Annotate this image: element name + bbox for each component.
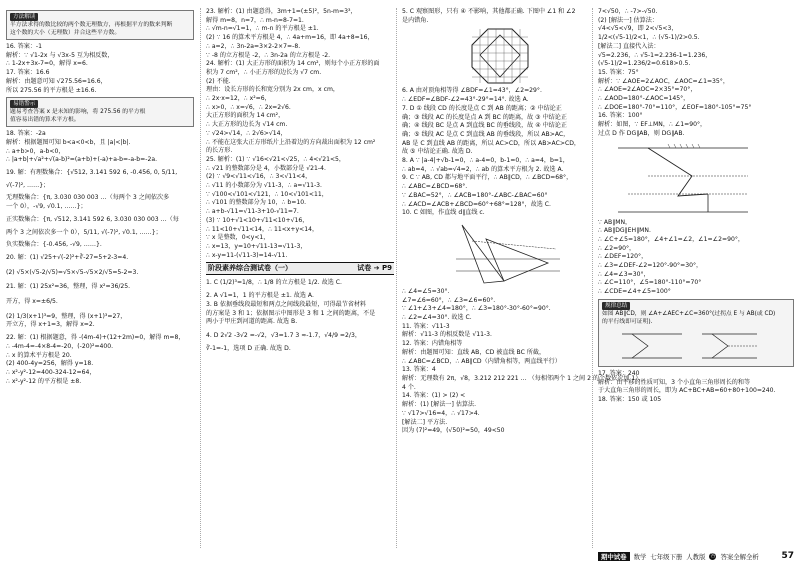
text-line: √5=2.236，∴ √5-1=2.236-1=1.236， xyxy=(598,51,712,59)
text-line: 理由：设长方形的长和宽分别为 2x cm，x cm， xyxy=(206,86,339,94)
text-line: 解析：∵ ∠AOE=2∠AOC，∠AOC=∠1=35°， xyxy=(598,77,729,85)
text-line: 解析：如图，∵ EF⊥MN，∴ ∠1=90°， xyxy=(598,121,707,129)
text-line: 解析：由题意可知 √275.56=16.6， xyxy=(6,77,107,85)
solution-block-a xyxy=(206,8,394,260)
text-line: ∴ √11 的小数部分为 √11-3，∴ a=√11-3. xyxy=(206,182,322,190)
method-note-line: 这个数的大小（无理数）并合这些平方数。 xyxy=(10,30,121,36)
solution-block-a xyxy=(6,43,194,95)
text-line: 因为 (7)²=49，(√50)²=50，49<50 xyxy=(402,427,505,435)
text-line: (2) 400-4y=256，解得 y=18. xyxy=(6,360,94,368)
text-line: 4. D 2√2 -3√2 =-√2，√3=1.7 3 ≈-1.7，√4/9 =2/3， xyxy=(206,331,361,339)
text-line: ∴ x 的算术平方根是 20. xyxy=(6,351,72,359)
rule-note-box xyxy=(598,299,794,367)
column-4 xyxy=(598,8,794,405)
text-line: ∴ |a+b|+√a²+√(a-b)²=(a+b)+(-a)+a-b=-a-b=-2a. xyxy=(6,156,158,164)
method-note-line: 半方法求得的数比较的两个数无理数方，再根据平方的数来判断 xyxy=(10,22,173,28)
footer-brand: 期中试卷 xyxy=(598,552,630,561)
text-line: 开立方，得 x+1=3，解得 x=2. xyxy=(6,321,95,329)
text-line: 17. 答案：240 xyxy=(598,369,640,377)
text-line: 16. 答案：-1 xyxy=(6,43,42,50)
text-line: 12. 答案：内错角相等 xyxy=(402,340,463,348)
method-note-box xyxy=(6,10,194,40)
text-line: 17. 答案：16.6 xyxy=(6,69,50,77)
solution-block-b xyxy=(402,87,590,218)
text-line: ∴ ∠C=110°，∠5=180°-110°=70° xyxy=(598,279,702,287)
page-number: 57 xyxy=(781,551,794,561)
text-line: 7<√50，∴ -7>-√50. xyxy=(598,8,658,15)
text-line: 13. 答案：4 xyxy=(402,366,436,374)
text-line: ∵ -8 的立方根是 -2，∴ 3n-2a 的立方根是 -2. xyxy=(206,51,331,59)
test-title: 阶段素养综合测试卷（一） xyxy=(208,264,292,273)
error-note-line: 题易考查答案 x 是未知的影响，将 275.56 的平方根 xyxy=(10,109,146,116)
text-line: 25. 解析：(1) ∵ √16<√21<√25，∴ 4<√21<5， xyxy=(206,155,346,163)
column-1 xyxy=(6,8,194,386)
text-line: ∴ ∠ABC=∠BCD，∴ AB∥CD（内错角相等，两直线平行） xyxy=(402,357,561,365)
text-line: 两小于甲庄到河道的距离. 故选 B. xyxy=(206,318,298,326)
text-line: (3) ∵ 10+√1<10+√11<10+√16， xyxy=(206,216,309,224)
text-line: 18. 答案：-2a xyxy=(6,130,46,138)
text-line: (2) ∵ 16 的算术平方根是 4，∴ 4a+m=16，即 4a+8=16， xyxy=(206,34,374,42)
text-line: 的长方形. xyxy=(206,147,233,155)
error-note-line: 值容易出错的算术平方根。 xyxy=(10,117,80,124)
answer-key-icon: 答 xyxy=(710,552,716,559)
method-tag: 方法解读 xyxy=(10,13,38,21)
text-line: ∴ 不能在这张大正方形纸片上沿着边的方向裁出面积为 12 cm² xyxy=(206,138,376,146)
text-line: ∴ ∠C+∠5=180°，∠4+∠1=∠2，∠1=∠2=90°， xyxy=(598,235,744,243)
text-line: 开方，得 x=±6/5. xyxy=(6,298,58,306)
text-line: (2) 不能. xyxy=(206,77,231,85)
text-line: (2) ∵ √9<√11<√16，∴ 3<√11<4， xyxy=(206,173,312,181)
text-line: ∵ x 是整数，0<y<1， xyxy=(206,234,270,242)
text-line: 确；⑤ 线段 AC 是点 C 到直线 AB 的垂线段，所以 AB>AC， xyxy=(402,130,570,138)
text-line: 解析：由平移的性质可知，3 个小直角三角形周长的和等 xyxy=(598,378,751,386)
text-line: ∴ ∠ACD=∠ACB+∠BCD=60°+68°=128°，故选 C. xyxy=(402,200,551,208)
text-line: ∛-1=-1，选项 D 正确. 故选 D. xyxy=(206,344,291,352)
text-line: 4 个. xyxy=(402,383,416,391)
octagon-figure xyxy=(470,27,530,85)
text-line: ∴ x²-y²-12=400-324-12=64， xyxy=(6,368,96,376)
text-line: 解析：√11-3 的相反数是 √11-3. xyxy=(402,331,492,339)
text-line: 是内错角. xyxy=(402,16,429,24)
solution-block-b xyxy=(6,130,194,386)
text-line: ∴ ∠ABC=∠BCD=68°. xyxy=(402,183,468,191)
text-line: ∴ ∠AOE=2∠AOC=2×35°=70°， xyxy=(598,86,697,94)
text-line: ∴ ∠2=∠4=30°. 故选 C. xyxy=(402,314,472,322)
text-line: 确；③ 线段 AC 的长度是点 A 到 BC 的距离，故 ③ 中结论正 xyxy=(402,113,567,121)
text-line: 20. 解：(1) √25+√(-2)²+∛-27=5+2-3=4. xyxy=(6,253,129,261)
text-line: 18. 答案：150 或 105 xyxy=(598,395,662,403)
text-line: 无理数集合：{π, 3.030 030 003 …（每两个 3 之间依次多 xyxy=(6,194,170,202)
text-line: ∴ ab=4，∴ √ab=√4=2，∴ ab 的算术平方根为 2. 故选 A. xyxy=(402,165,564,173)
text-line: ∴ 11<10+√11<14，∴ 11<x+y<14， xyxy=(206,225,319,233)
text-line: (√5-1)/2=1.236/2=0.618>0.5. xyxy=(598,60,691,68)
text-line: (2) 1/3(x+1)³=9，整理，得 (x+1)³=27， xyxy=(6,312,127,320)
text-line: 11. 答案：√11-3 xyxy=(402,322,450,330)
text-line: 22. 解：(1) 根据题意，得 -(4m-4)+(12+2m)=0，解得 m=8， xyxy=(6,334,185,342)
text-line: ∴ ∠2=90°， xyxy=(598,244,636,252)
parallel-lines-figure xyxy=(612,328,762,364)
text-line: ∵ √100<√101<√121，∴ 10<√101<11， xyxy=(206,190,328,198)
column-divider xyxy=(396,8,397,548)
column-2 xyxy=(206,8,394,353)
text-line: ∴ ∠3=∠DEF-∠2=120°-90°=30°， xyxy=(598,262,703,270)
text-line: 故 ⑤ 中结论正确. 故选 D. xyxy=(402,148,473,156)
text-line: ∴ 1-2x+3x-7=0，解得 x=6. xyxy=(6,60,88,68)
text-line: 16. 答案：100° xyxy=(598,112,643,120)
text-line: 14. 答案：(1) > (2) < xyxy=(402,392,466,400)
text-line: 9. C ∵ AB, CD 都与地平面平行，∴ AB∥CD，∴ ∠BCD=68°， xyxy=(402,174,573,182)
text-line: 3. B 依据垂线段最短和两点之间线段最短，可得最节省材料 xyxy=(206,300,367,308)
text-line: 负实数集合：{-0.456, -√9, ……}. xyxy=(6,241,102,249)
footer-tag: 答案全解全析 xyxy=(720,552,759,561)
text-line: 8. A ∵ |a-4|+√b-1=0，∴ a-4=0，b-1=0，∴ a=4，b=1， xyxy=(402,157,569,165)
text-line: 2. A √1=1，1 的平方根是 ±1. 故选 A. xyxy=(206,292,314,300)
text-line: √(-7)², ……}； xyxy=(6,181,50,189)
text-line: ∵ AB∥MN， xyxy=(598,218,632,226)
text-line: (2) √5×(√5-2/√5)=√5×√5-√5×2/√5=5-2=3. xyxy=(6,268,139,276)
text-line: ∴ √101 的整数部分为 10，∴ b=10. xyxy=(206,199,307,207)
solution-block-b xyxy=(206,279,394,353)
text-line: ∴ x-y=11-(√11-3)=14-√11. xyxy=(206,251,288,259)
test-section-header xyxy=(206,262,394,275)
text-line: 5. C 观察图形，只有 ④ 不影响，其他都正确. 下图中 ∠1 和 ∠2 xyxy=(402,8,576,15)
text-line: ∵ √24>√14，∴ 2√6>√14， xyxy=(206,129,287,137)
text-line: ∴ AB∥DG∥EH∥MN. xyxy=(598,227,651,235)
text-line: 21. 解：(1) 25x²=36，整理，得 x²=36/25. xyxy=(6,283,131,291)
text-line: ∴ a+b>0，a-b<0， xyxy=(6,147,65,155)
text-line: 一个 0），-√9, √0.1, ……}； xyxy=(6,203,87,211)
text-line: ∴ ∠DOE=180°-70°=110°，∠EOF=180°-105°=75° xyxy=(598,103,752,111)
set-square-figure xyxy=(452,219,562,287)
error-note-box xyxy=(6,97,194,127)
text-line: ∴ ∠4=∠3=30°， xyxy=(598,270,650,278)
text-line: 6. A 由对顶角相等得 ∠BDF=∠1=43°，∠2=29°. xyxy=(402,87,542,95)
text-line: 19. 解：有理数集合：{√512, 3.141 592 6, -0.456, 0, 5/11, xyxy=(6,169,178,177)
text-line: (2) [解法一] 估算法： xyxy=(598,16,658,24)
solution-block-c xyxy=(598,370,794,405)
text-line: ∵ ∠BAC=52°，∴ ∠ACB=180°-∠ABC-∠BAC=60° xyxy=(402,191,548,199)
text-line: ∴ ∠DEF=120°， xyxy=(598,253,648,261)
text-line: ∴ ∠AOD=180°-∠AOC=145°， xyxy=(598,95,690,103)
text-line: ∴ x²-y²-12 的平方根是 ±8. xyxy=(6,377,82,385)
text-line: ∵ ∠1+∠3+∠4=180°，∴ ∠3=180°-30°-60°=90°. xyxy=(402,305,551,313)
footer-edition: 人教版 xyxy=(686,552,706,561)
error-tag: 易错警示 xyxy=(10,100,38,108)
text-line: ∴ a=2，∴ 3n-2a=3×2-2×7=-8. xyxy=(206,42,301,50)
text-line: ∴ √m-n=√1=1，∴ m-n 的平方根是 ±1. xyxy=(206,25,319,33)
text-line: 解析：无理数有 2π，√8，3.212 212 221 … （每相邻两个 1 之间 2 的个数依次加 1）， xyxy=(402,374,645,382)
text-line: 大正方形的面积为 14 cm²， xyxy=(206,112,285,120)
footer-subject: 数学 xyxy=(633,552,647,561)
text-line: 1/2<(√5-1)/2<1，∴ (√5-1)/2>0.5. xyxy=(598,34,700,42)
footer-grade: 七年级下册 xyxy=(650,552,683,561)
column-divider xyxy=(592,8,593,548)
text-line: 解析：∵ √1-2x 与 √3x-5 互为相反数， xyxy=(6,51,114,59)
text-line: ∴ ∠CDE=∠4+∠5=100° xyxy=(598,288,671,296)
text-line: 1. C (1/2)³=1/8，∴ 1/8 的立方根是 1/2. 故选 C. xyxy=(206,279,342,287)
text-line: 过点 D 作 DG∥AB，则 DG∥AB. xyxy=(598,129,685,137)
text-line: ∠7=∠6=60°，∴ ∠3=∠6=60°. xyxy=(402,296,496,304)
text-line: ∴ a+b-√11=√11-3+10-√11=7. xyxy=(206,208,299,216)
text-line: 积为 7 cm²，∴ 小正方形的边长为 √7 cm. xyxy=(206,68,322,76)
text-line: 7. D ① 线段 CD 的长度是点 C 到 AB 的距离；② 中结论正 xyxy=(402,104,562,112)
text-line: ∴ -4m-4=-4×8-4=-20，(-20)²=400. xyxy=(6,342,114,350)
text-line: ∴ 大正方形的边长为 √14 cm. xyxy=(206,121,288,129)
text-line: ∴ ∠4=∠5=30°. xyxy=(402,287,450,295)
rule-tag: 规律总结 xyxy=(602,302,630,310)
text-line: [解法二] 直接代入法： xyxy=(598,42,660,50)
text-line: ∴ √21 的整数部分是 4，小数部分是 √21-4. xyxy=(206,164,326,172)
text-line: √4<√5<√9，即 2<√5<3， xyxy=(598,25,678,33)
text-line: AB 是 C 到直线 AB 的距离，所以 AC>CD，所以 AB>AC>CD， xyxy=(402,139,581,147)
solution-block-b xyxy=(598,219,794,297)
text-line: ∴ ∠EDF=∠BDF-∠2=43°-29°=14°. 故选 A. xyxy=(402,96,529,104)
page-footer xyxy=(598,550,794,562)
solution-block-a xyxy=(402,8,590,25)
text-line: 两个 3 之间依次多一个 0），5/11, √(-7)², √0.1, ……}； xyxy=(6,228,162,236)
text-line: 10. C 如图，作直线 d∥直线 c. xyxy=(402,209,485,217)
text-line: 解析：由题图可知：直线 AB，CD 被直线 BC 所截， xyxy=(402,348,546,356)
text-line: 24. 解析：(1) 大正方形的面积为 14 cm²，则每个小正方形的面 xyxy=(206,60,380,68)
text-line: ∴ 2x·x=12，∴ x²=6， xyxy=(206,95,271,103)
text-line: ∴ x=13，y=10+√11-13=√11-3， xyxy=(206,242,307,250)
text-line: [解法二] 平方法. xyxy=(402,418,448,426)
rule-note-line: 的平行线即可证明). xyxy=(602,318,653,325)
column-divider xyxy=(200,8,201,548)
text-line: ∴ x>0，∴ x=√6，∴ 2x=2√6. xyxy=(206,103,291,111)
text-line: 正实数集合：{π, √512, 3.141 592 6, 3.030 030 003 …（每 xyxy=(6,215,179,223)
text-line: 所以 275.56 的平方根是 ±16.6. xyxy=(6,86,97,94)
text-line: 解析：(1) [解法一] 估算法. xyxy=(402,401,477,409)
lever-figure xyxy=(608,140,758,218)
text-line: 的方案是 3 和 1；依据图示中图形是 3 和 1 之间的距离，不是 xyxy=(206,309,376,317)
rule-note-line: 如图 AB∥CD，则 ∠A+∠AEC+∠C=360°(过拐点 E 与 AB(或 CD) xyxy=(602,310,776,317)
solution-block-a xyxy=(598,8,794,139)
text-line: 23. 解析：(1) 由题意得，3m+1=(±5)²，5n-m=3³， xyxy=(206,8,357,15)
test-page-ref: 试卷 ➔ P9 xyxy=(357,264,392,273)
text-line: 解析：根据题图可知 b<a<0<b，且 |a|<|b|. xyxy=(6,138,131,146)
text-line: 于大直角三角形的周长，即为 AC+BC+AB=60+80+100=240. xyxy=(598,387,776,395)
text-line: 解得 m=8，n=7，∴ m-n=8-7=1. xyxy=(206,16,304,24)
text-line: 15. 答案：75° xyxy=(598,68,639,76)
text-line: ∵ √17>√16=4，∴ √17>4. xyxy=(402,409,480,417)
text-line: 确；④ 线段 BC 是点 A 到直线 BC 的垂线段，故 ④ 中结论正 xyxy=(402,122,567,130)
